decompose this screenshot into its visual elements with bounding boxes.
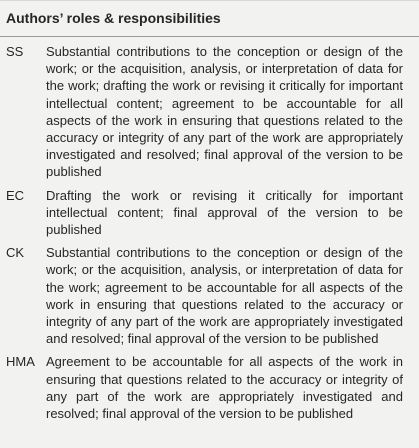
author-code: HMA (6, 354, 35, 370)
role-description: Substantial contributions to the conception or design of the work; or the acquisition, analysis, or interpretation of data for the work; drafting the work or revising it critically for important intellectual content; agreement to be accountable for all aspects of the work in ensuring that questions related to the accuracy or integrity of any part of the work are appropriately investigated and resolved; final approval of the version to be published (46, 44, 403, 180)
author-code: CK (6, 245, 25, 261)
role-row-ec (0, 187, 419, 239)
role-row-ck (0, 244, 419, 347)
role-description: Drafting the work or revising it critically for important intellectual content; final approval of the version to be published (46, 187, 403, 238)
author-code: SS (6, 44, 24, 59)
roles-list (0, 37, 419, 422)
role-description: Substantial contributions to the conception or design of the work; or the acquisition, analysis, or interpretation of data for the work; agreement to be accountable for all aspects of the work in ensuring that questions related to the accuracy or integrity of any part of the work are appropriately investigated and resolved; final approval of the version to be published (46, 245, 403, 347)
role-description: Agreement to be accountable for all aspects of the work in ensuring that questions related to the accuracy or integrity of any part of the work are appropriately investigated and resolved; final approval of the version to be published (46, 354, 403, 422)
role-row-ss (0, 43, 419, 181)
table-title: Authors’ roles & responsibilities (0, 1, 419, 37)
role-row-hma (0, 353, 419, 422)
author-code: EC (6, 187, 25, 203)
